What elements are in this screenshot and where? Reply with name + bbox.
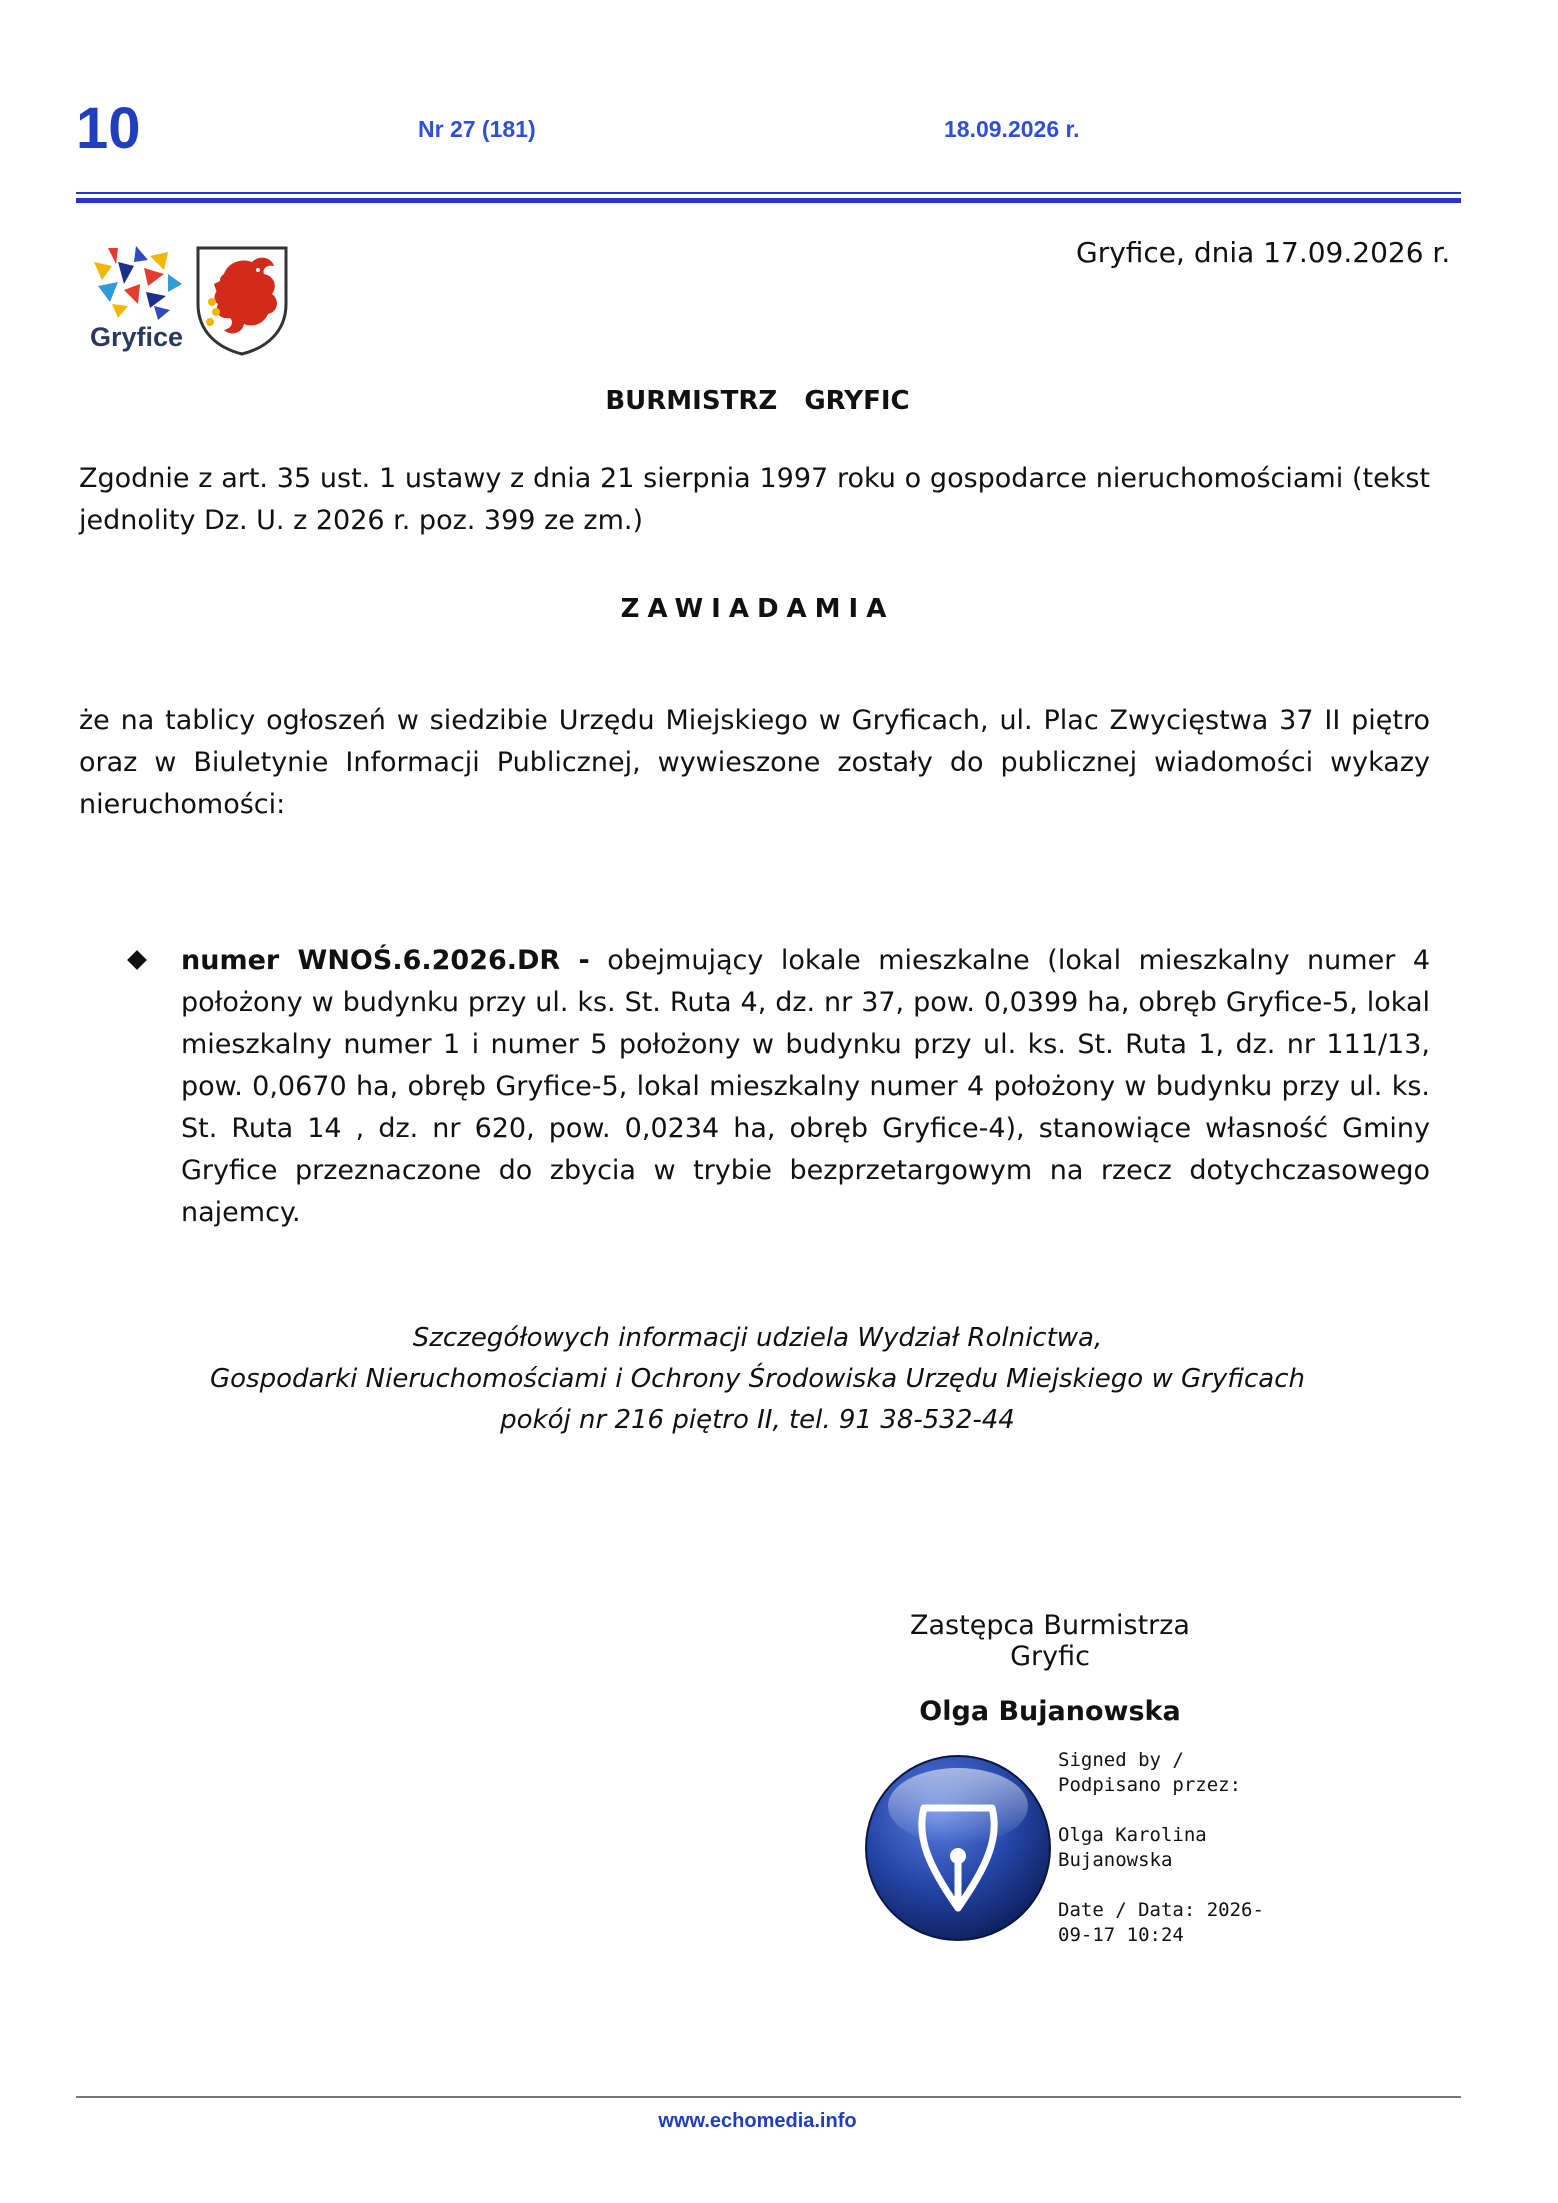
contact-info-line: Szczegółowych informacji udziela Wydział Rolnictwa,: [412, 1323, 1103, 1353]
footer-link[interactable]: www.echomedia.info: [658, 2110, 857, 2132]
issue-number: Nr 27 (181): [418, 116, 536, 142]
coat-of-arms-icon: [194, 244, 290, 356]
signature-date: 09-17 10:24: [1058, 1924, 1184, 1946]
bullet-icon: [127, 950, 147, 970]
publication-date: 18.09.2026 r.: [944, 116, 1080, 142]
header-rule-thick: [76, 198, 1461, 203]
signature-label: Podpisano przez:: [1058, 1774, 1242, 1796]
legal-basis: Zgodnie z art. 35 ust. 1 ustawy z dnia 21 sierpnia 1997 roku o gospodarce nieruchomościami (tekst jednolity Dz. U. z 2026 r. poz. 399 ze zm.): [79, 463, 1430, 536]
signatory-role: Zastępca Burmistrza Gryfic: [910, 1610, 1190, 1672]
announcement-title: ZAWIADAMIA: [620, 594, 895, 624]
signatory-name: Olga Bujanowska: [919, 1696, 1181, 1727]
signature-date: Date / Data: 2026-: [1058, 1899, 1264, 1921]
list-item: [181, 940, 1430, 1234]
header-rule-thin: [76, 192, 1461, 194]
logo-text: Gryfice: [90, 322, 184, 352]
list-item-number: numer WNOŚ.6.2026.DR -: [181, 945, 590, 976]
notice-paragraph: że na tablicy ogłoszeń w siedzibie Urzędu Miejskiego w Gryficach, ul. Plac Zwycięstwa 37 II piętro oraz w Biuletynie Informacji Publicznej, wywieszone zostały do publicznej wiadomości wykazy nieruchomości:: [79, 705, 1430, 820]
footer-rule: [76, 2096, 1461, 2098]
list-item-description: obejmujący lokale mieszkalne (lokal mieszkalny numer 4 położony w budynku przy ul. ks. St. Ruta 4, dz. nr 37, pow. 0,0399 ha, obręb Gryfice-5, lokal mieszkalny numer 1 i numer 5 położony w budynku przy ul. ks. St. Ruta 1, dz. nr 111/13, pow. 0,0670 ha, obręb Gryfice-5, lokal mieszkalny numer 4 położony w budynku przy ul. ks. St. Ruta 14 , dz. nr 620, pow. 0,0234 ha, obręb Gryfice-4), stanowiące własność Gminy Gryfice przeznaczone do zbycia w trybie bezprzetargowym na rzecz dotychczasowego najemcy.: [181, 945, 1430, 1228]
gryfice-logo: [88, 240, 188, 352]
contact-info-line: Gospodarki Nieruchomościami i Ochrony Środowiska Urzędu Miejskiego w Gryficach: [209, 1364, 1306, 1394]
contact-info-line: pokój nr 216 piętro II, tel. 91 38-532-44: [500, 1405, 1015, 1435]
letter-heading: BURMISTRZ GRYFIC: [605, 386, 910, 416]
page-number: 10: [76, 96, 141, 161]
signature-details: [1058, 1748, 1268, 1948]
letter-date: Gryfice, dnia 17.09.2026 r.: [1076, 236, 1451, 269]
signer-name: Bujanowska: [1058, 1849, 1173, 1871]
contact-info: [200, 1318, 1315, 1441]
signer-name: Olga Karolina: [1058, 1824, 1207, 1846]
pen-nib-icon: [858, 1748, 1058, 1948]
signature-label: Signed by /: [1058, 1749, 1184, 1771]
